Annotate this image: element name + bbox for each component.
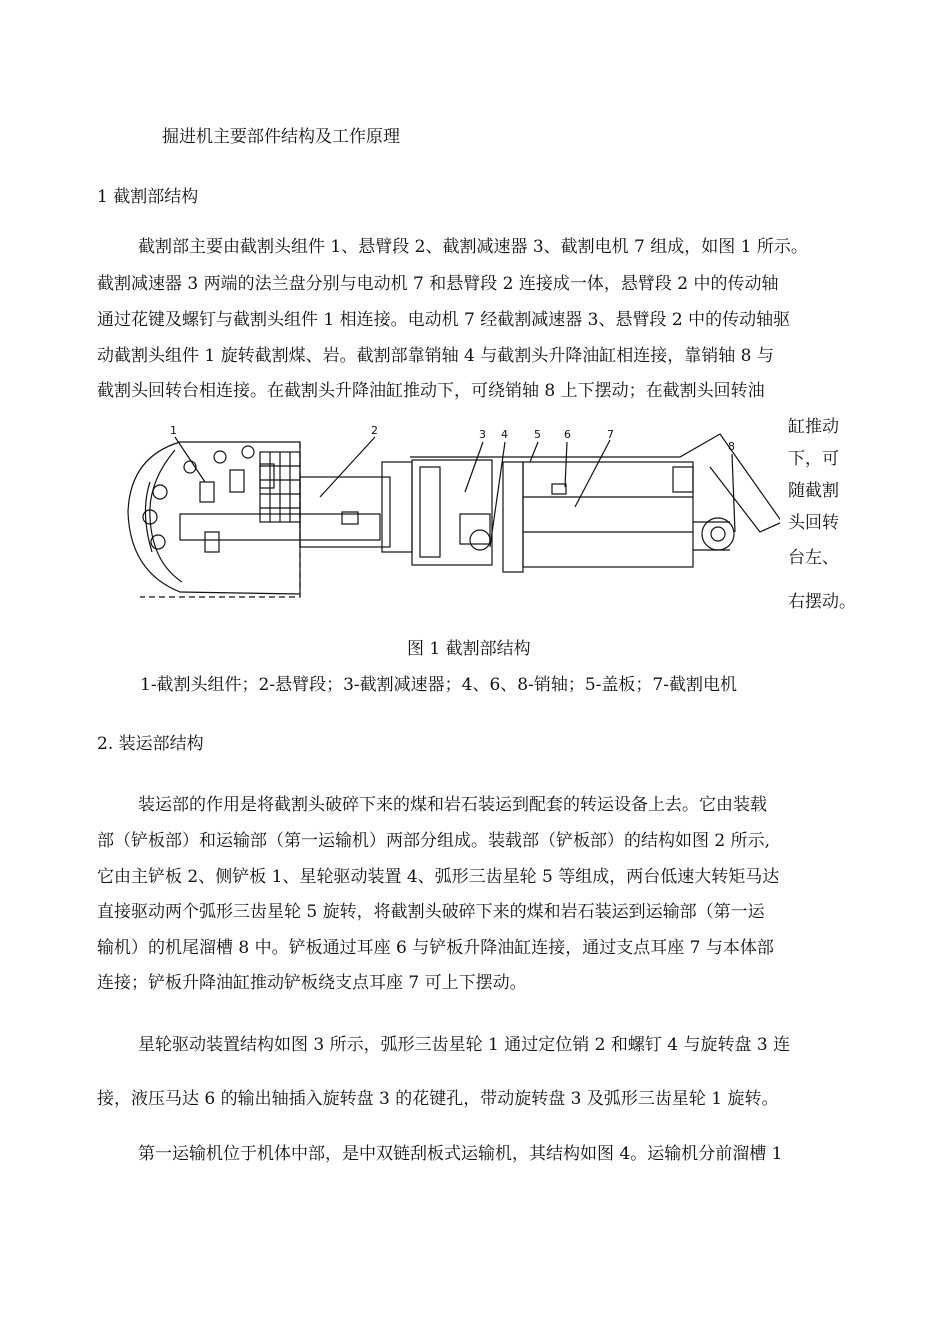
- section-1-line: 截割减速器 3 两端的法兰盘分别与电动机 7 和悬臂段 2 连接成一体，悬臂段 2 中的传动轴: [97, 274, 779, 294]
- section-2-line: 它由主铲板 2、侧铲板 1、星轮驱动装置 4、弧形三齿星轮 5 等组成，两台低速大转矩马达: [97, 867, 780, 887]
- figure-label: 1: [170, 424, 177, 437]
- figure-label: 4: [501, 428, 508, 441]
- section-2-line: 接，液压马达 6 的输出轴插入旋转盘 3 的花键孔，带动旋转盘 3 及弧形三齿星轮 1 旋转。: [97, 1089, 779, 1109]
- figure-caption: 图 1 截割部结构: [407, 639, 531, 659]
- figure-label: 6: [564, 428, 571, 441]
- figure-label: 7: [607, 428, 614, 441]
- section-2-line: 星轮驱动装置结构如图 3 所示，弧形三齿星轮 1 通过定位销 2 和螺钉 4 与旋转盘 3 连: [138, 1035, 791, 1055]
- wrap-text-line: 下，可: [788, 449, 839, 469]
- section-1-line: 截割部主要由截割头组件 1、悬臂段 2、截割减速器 3、截割电机 7 组成，如图 1 所示。: [138, 237, 808, 257]
- figure-label: 8: [728, 440, 735, 453]
- section-2-line: 部（铲板部）和运输部（第一运输机）两部分组成。装载部（铲板部）的结构如图 2 所示,: [97, 831, 771, 851]
- figure-legend: 1-截割头组件；2-悬臂段；3-截割减速器；4、6、8-销轴；5-盖板；7-截割电机: [140, 675, 737, 695]
- section-2-line: 装运部的作用是将截割头破碎下来的煤和岩石装运到配套的转运设备上去。它由装载: [138, 795, 767, 815]
- section-1-line: 通过花键及螺钉与截割头组件 1 相连接。电动机 7 经截割减速器 3、悬臂段 2 中的传动轴驱: [97, 310, 791, 330]
- section-2-line: 直接驱动两个弧形三齿星轮 5 旋转，将截割头破碎下来的煤和岩石装运到运输部（第一运: [97, 902, 765, 922]
- cutting-unit-figure: [120, 422, 780, 618]
- section-1-line: 截割头回转台相连接。在截割头升降油缸推动下，可绕销轴 8 上下摆动；在截割头回转油: [97, 381, 765, 401]
- wrap-text-line: 右摆动。: [788, 592, 856, 612]
- section-2-heading: 2. 装运部结构: [97, 734, 204, 754]
- wrap-text-line: 头回转: [788, 513, 839, 533]
- section-2-line: 连接；铲板升降油缸推动铲板绕支点耳座 7 可上下摆动。: [97, 973, 527, 993]
- cover-plate: [410, 434, 780, 532]
- motor-housing: [523, 462, 693, 567]
- figure-label: 5: [534, 428, 541, 441]
- section-2-line: 输机）的机尾溜槽 8 中。铲板通过耳座 6 与铲板升降油缸连接，通过支点耳座 7 与本体部: [97, 938, 774, 958]
- reducer-housing: [412, 460, 492, 565]
- figure-label: 2: [371, 424, 378, 437]
- page-title: 掘进机主要部件结构及工作原理: [162, 127, 400, 147]
- section-2-line: 第一运输机位于机体中部，是中双链刮板式运输机，其结构如图 4。运输机分前溜槽 1: [138, 1144, 783, 1164]
- section-1-heading: 1 截割部结构: [97, 187, 199, 207]
- wrap-text-line: 台左、: [788, 548, 839, 568]
- wrap-text-line: 随截割: [788, 481, 839, 501]
- figure-label: 3: [479, 428, 486, 441]
- pin-8: [702, 518, 734, 550]
- wrap-text-line: 缸推动: [788, 417, 839, 437]
- section-1-line: 动截割头组件 1 旋转截割煤、岩。截割部靠销轴 4 与截割头升降油缸相连接，靠销轴 8 与: [97, 346, 774, 366]
